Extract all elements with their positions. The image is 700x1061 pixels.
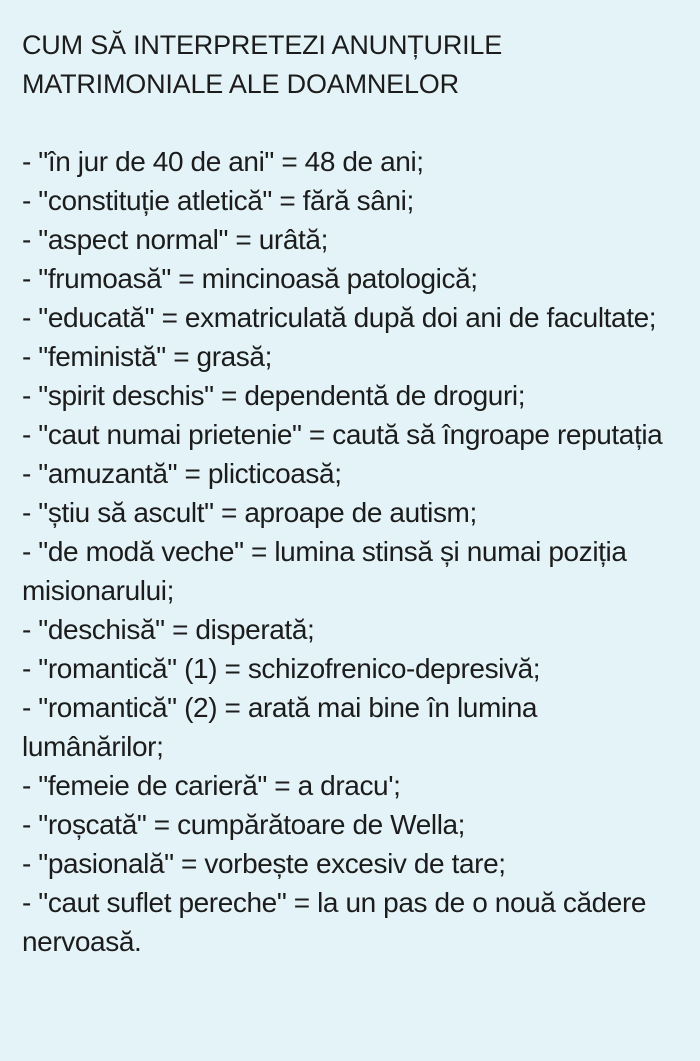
- list-item: - "romantică" (1) = schizofrenico-depresivă;: [22, 653, 541, 684]
- list-item: - "deschisă" = disperată;: [22, 614, 315, 645]
- title-line-2: MATRIMONIALE ALE DOAMNELOR: [22, 69, 459, 99]
- list-item: - "amuzantă" = plicticoasă;: [22, 458, 342, 489]
- title-line-1: CUM SĂ INTERPRETEZI ANUNȚURILE: [22, 30, 503, 60]
- list-item: - "feministă" = grasă;: [22, 341, 272, 372]
- list-item: - "educată" = exmatriculată după doi ani de facultate;: [22, 302, 657, 333]
- list-item: - "frumoasă" = mincinoasă patologică;: [22, 263, 478, 294]
- list-item: - "constituție atletică" = fără sâni;: [22, 185, 414, 216]
- list-item: - "caut suflet pereche" = la un pas de o nouă cădere nervoasă.: [22, 887, 647, 957]
- list-item: - "femeie de carieră" = a dracu';: [22, 770, 401, 801]
- list-item: - "pasională" = vorbește excesiv de tare;: [22, 848, 506, 879]
- list-item: - "în jur de 40 de ani" = 48 de ani;: [22, 146, 424, 177]
- definition-list: [22, 142, 678, 961]
- list-item: - "de modă veche" = lumina stinsă și numai poziția misionarului;: [22, 536, 627, 606]
- list-item: - "romantică" (2) = arată mai bine în lumina lumânărilor;: [22, 692, 538, 762]
- list-item: - "spirit deschis" = dependentă de droguri;: [22, 380, 526, 411]
- list-item: - "roșcată" = cumpărătoare de Wella;: [22, 809, 466, 840]
- list-item: - "știu să ascult" = aproape de autism;: [22, 497, 477, 528]
- list-item: - "caut numai prietenie" = caută să îngroape reputația: [22, 419, 663, 450]
- document-title: [22, 26, 678, 104]
- list-item: - "aspect normal" = urâtă;: [22, 224, 328, 255]
